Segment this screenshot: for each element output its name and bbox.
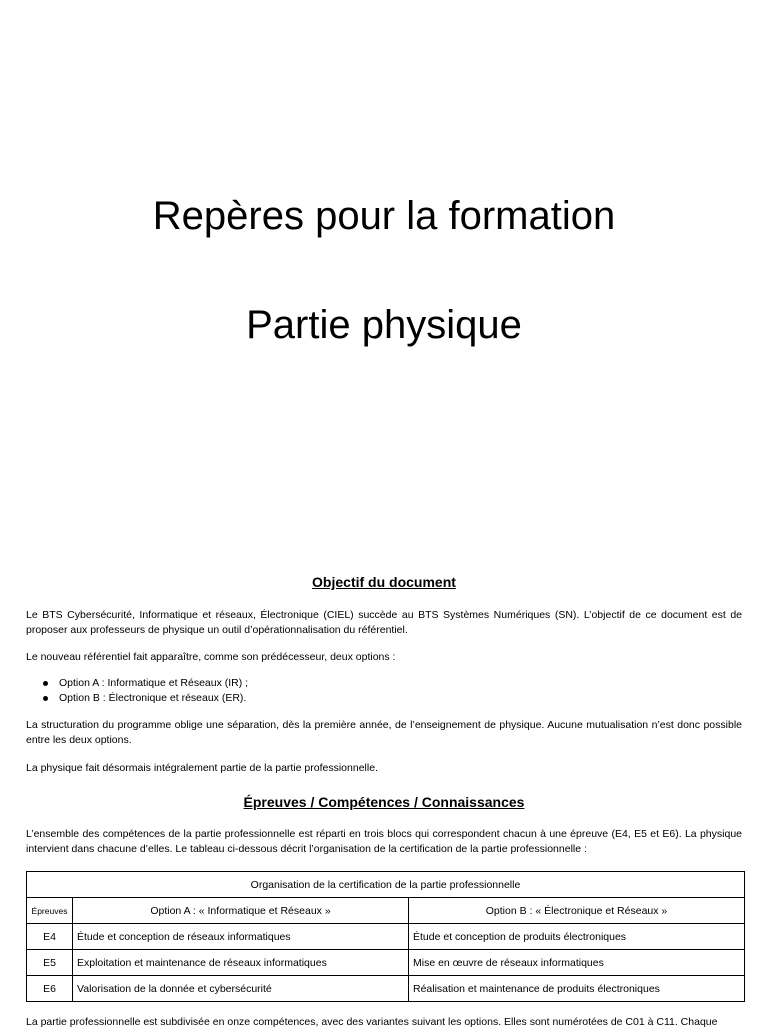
paragraph-subdivision: La partie professionnelle est subdivisée en onze compétences, avec des variantes suivant les options. Elles sont numérotées de C01 à C11. Chaque [26, 1016, 718, 1028]
epreuve-code: E4 [27, 924, 73, 950]
option-b-cell: Réalisation et maintenance de produits électroniques [409, 976, 745, 1002]
list-item: Option B : Électronique et réseaux (ER). [26, 691, 742, 706]
option-a-cell: Valorisation de la donnée et cybersécurité [73, 976, 409, 1002]
table-caption-row [27, 872, 745, 898]
table-caption: Organisation de la certification de la partie professionnelle [27, 872, 745, 898]
column-header-option-b: Option B : « Électronique et Réseaux » [409, 898, 745, 924]
paragraph-competences: L’ensemble des compétences de la partie professionnelle est réparti en trois blocs qui correspondent chacun à une épreuve (E4, E5 et E6). La physique intervient dans chacune d’elles. Le tableau ci-dessous décrit l’organisation de la certification de la partie professionnelle : [26, 828, 742, 855]
section-heading-epreuves: Épreuves / Compétences / Connaissances [243, 794, 525, 810]
document-title: Repères pour la formation [152, 194, 616, 238]
epreuve-code: E5 [27, 950, 73, 976]
section-heading-objectif: Objectif du document [312, 574, 456, 590]
document-subtitle: Partie physique [246, 303, 522, 347]
epreuve-code: E6 [27, 976, 73, 1002]
column-header-option-a: Option A : « Informatique et Réseaux » [73, 898, 409, 924]
option-a-cell: Étude et conception de réseaux informatiques [73, 924, 409, 950]
option-a-cell: Exploitation et maintenance de réseaux informatiques [73, 950, 409, 976]
table-header-row [27, 898, 745, 924]
column-header-epreuves: Épreuves [27, 898, 73, 924]
table-row [27, 976, 745, 1002]
table-row [27, 924, 745, 950]
option-b-cell: Étude et conception de produits électroniques [409, 924, 745, 950]
certification-table [26, 871, 745, 1002]
table-row [27, 950, 745, 976]
paragraph-structuration: La structuration du programme oblige une séparation, dès la première année, de l’enseignement de physique. Aucune mutualisation n’est donc possible entre les deux options. [26, 719, 742, 746]
options-list [26, 676, 742, 706]
paragraph-physique: La physique fait désormais intégralement partie de la partie professionnelle. [26, 762, 378, 774]
paragraph-intro: Le BTS Cybersécurité, Informatique et réseaux, Électronique (CIEL) succède au BTS Systèmes Numériques (SN). L’objectif de ce document est de proposer aux professeurs de physique un outil d’opérationnalisation du référentiel. [26, 609, 742, 636]
list-item: Option A : Informatique et Réseaux (IR) ; [26, 676, 742, 691]
option-b-cell: Mise en œuvre de réseaux informatiques [409, 950, 745, 976]
paragraph-options-intro: Le nouveau référentiel fait apparaître, comme son prédécesseur, deux options : [26, 651, 396, 663]
